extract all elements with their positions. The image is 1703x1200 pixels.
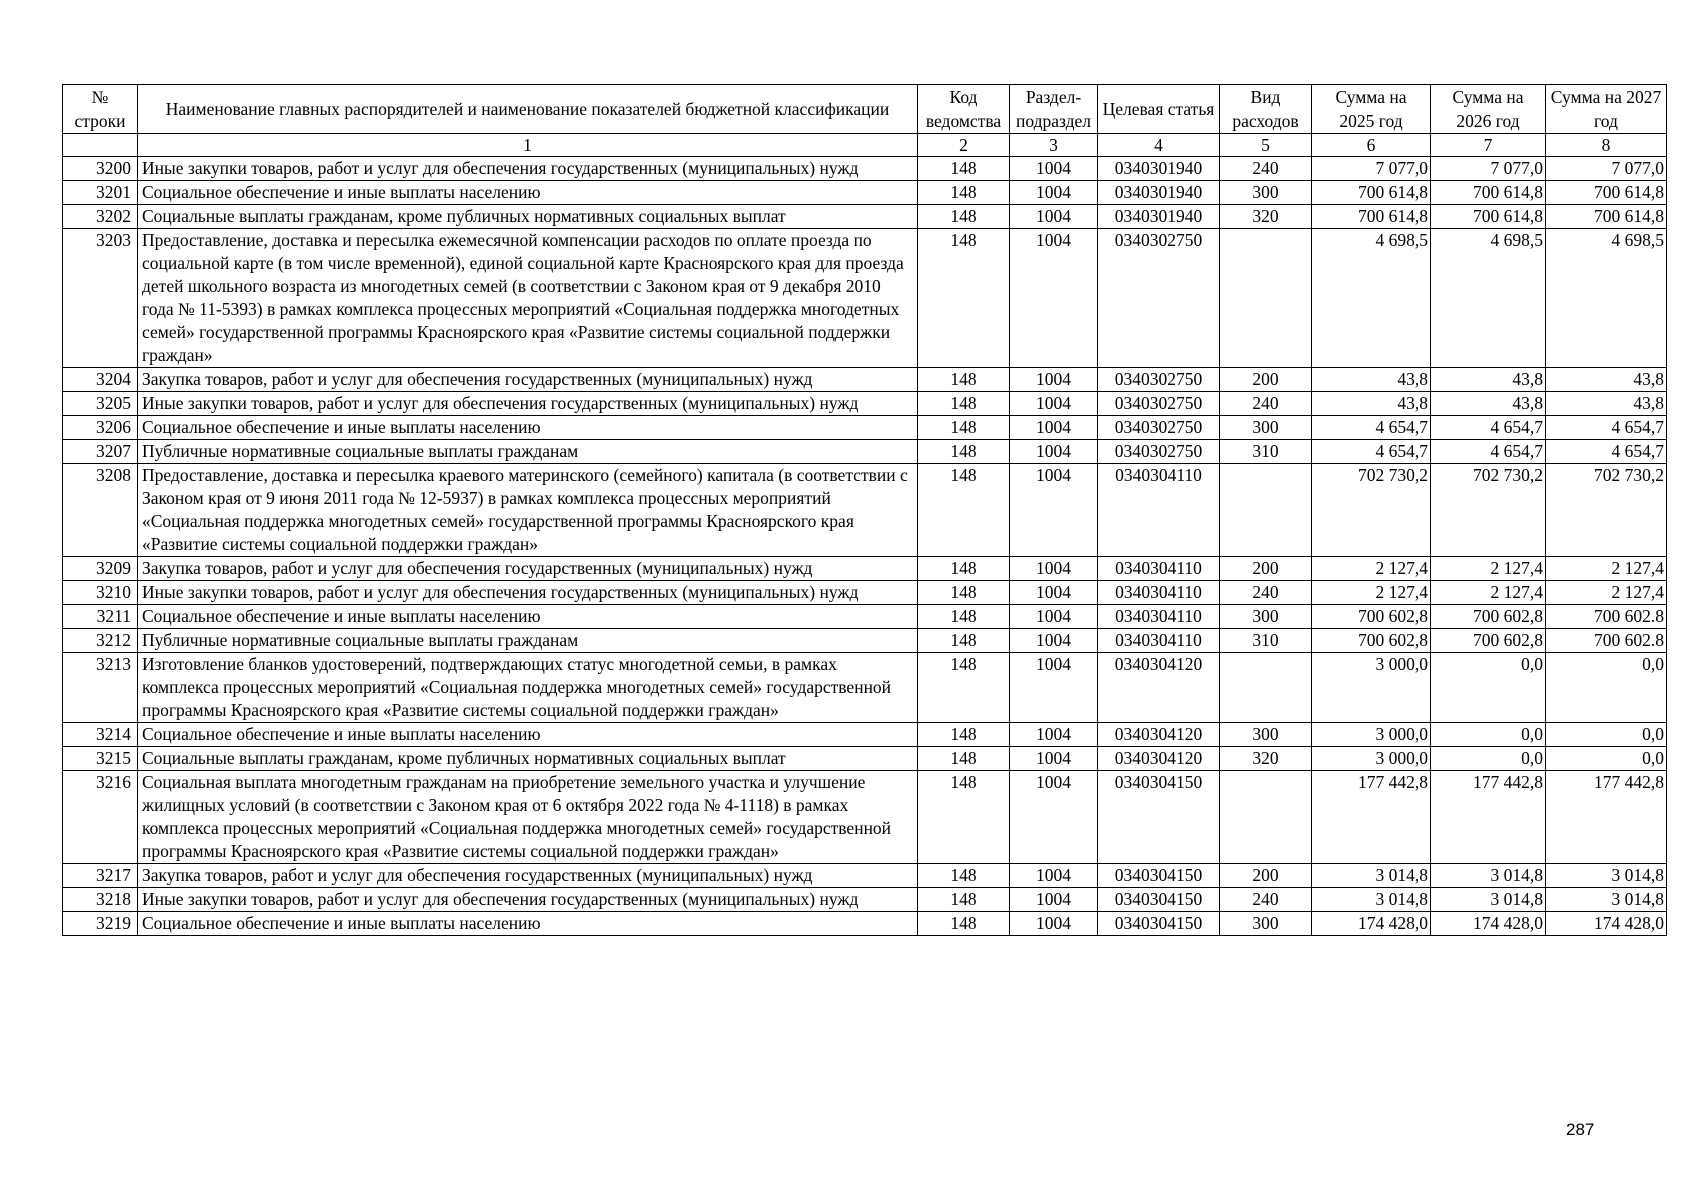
sum-2027: 0,0: [1546, 747, 1667, 771]
header-expense-type: Вид расходов: [1220, 85, 1312, 134]
sum-2025: 43,8: [1312, 392, 1431, 416]
sum-2027: 4 654,7: [1546, 416, 1667, 440]
sum-2025: 700 614,8: [1312, 181, 1431, 205]
table-row: [63, 205, 1667, 229]
target-item-code: 0340304110: [1098, 605, 1220, 629]
header-sum-2026: Сумма на 2026 год: [1431, 85, 1546, 134]
header-sum-2027: Сумма на 2027 год: [1546, 85, 1667, 134]
row-number: 3201: [63, 181, 138, 205]
sum-2025: 700 602,8: [1312, 629, 1431, 653]
target-item-code: 0340304150: [1098, 771, 1220, 864]
sum-2027: 3 014,8: [1546, 888, 1667, 912]
table-row: [63, 771, 1667, 864]
table-row: [63, 157, 1667, 181]
sum-2025: 700 614,8: [1312, 205, 1431, 229]
expense-type: 320: [1220, 205, 1312, 229]
sum-2025: 3 000,0: [1312, 723, 1431, 747]
section-code: 1004: [1010, 392, 1098, 416]
column-index: 5: [1220, 134, 1312, 157]
expense-type: 240: [1220, 888, 1312, 912]
department-code: 148: [918, 653, 1010, 723]
column-index: 7: [1431, 134, 1546, 157]
department-code: 148: [918, 157, 1010, 181]
section-code: 1004: [1010, 771, 1098, 864]
item-name: Публичные нормативные социальные выплаты гражданам: [138, 629, 918, 653]
item-name: Социальное обеспечение и иные выплаты населению: [138, 912, 918, 936]
expense-type: 300: [1220, 723, 1312, 747]
sum-2025: 4 654,7: [1312, 440, 1431, 464]
sum-2025: 177 442,8: [1312, 771, 1431, 864]
sum-2025: 700 602,8: [1312, 605, 1431, 629]
department-code: 148: [918, 440, 1010, 464]
section-code: 1004: [1010, 416, 1098, 440]
row-number: 3200: [63, 157, 138, 181]
table-body: [63, 157, 1667, 936]
item-name: Публичные нормативные социальные выплаты гражданам: [138, 440, 918, 464]
sum-2027: 702 730,2: [1546, 464, 1667, 557]
table-row: [63, 581, 1667, 605]
department-code: 148: [918, 747, 1010, 771]
row-number: 3217: [63, 864, 138, 888]
expense-type: 310: [1220, 440, 1312, 464]
department-code: 148: [918, 912, 1010, 936]
sum-2026: 700 602,8: [1431, 629, 1546, 653]
target-item-code: 0340304120: [1098, 747, 1220, 771]
department-code: 148: [918, 723, 1010, 747]
sum-2027: 43,8: [1546, 392, 1667, 416]
section-code: 1004: [1010, 605, 1098, 629]
target-item-code: 0340302750: [1098, 440, 1220, 464]
row-number: 3214: [63, 723, 138, 747]
target-item-code: 0340302750: [1098, 416, 1220, 440]
target-item-code: 0340304150: [1098, 888, 1220, 912]
item-name: Предоставление, доставка и пересылка краевого материнского (семейного) капитала (в соответствии с Законом края от 9 июня 2011 года № 12-5937) в рамках комплекса процессных мероприятий «Социальная поддержка многодетных семей» государственной программы Красноярского края «Развитие системы социальной поддержки граждан»: [138, 464, 918, 557]
section-code: 1004: [1010, 440, 1098, 464]
table-row: [63, 368, 1667, 392]
sum-2026: 174 428,0: [1431, 912, 1546, 936]
sum-2027: 700 614,8: [1546, 181, 1667, 205]
table-row: [63, 605, 1667, 629]
sum-2026: 2 127,4: [1431, 581, 1546, 605]
row-number: 3215: [63, 747, 138, 771]
row-number: 3207: [63, 440, 138, 464]
sum-2026: 4 654,7: [1431, 416, 1546, 440]
item-name: Социальное обеспечение и иные выплаты населению: [138, 723, 918, 747]
section-code: 1004: [1010, 205, 1098, 229]
item-name: Иные закупки товаров, работ и услуг для обеспечения государственных (муниципальных) нужд: [138, 392, 918, 416]
row-number: 3218: [63, 888, 138, 912]
column-index: 8: [1546, 134, 1667, 157]
budget-sheet: [62, 84, 1666, 936]
expense-type: 320: [1220, 747, 1312, 771]
table-row: [63, 229, 1667, 368]
item-name: Социальные выплаты гражданам, кроме публичных нормативных социальных выплат: [138, 205, 918, 229]
table-row: [63, 181, 1667, 205]
item-name: Закупка товаров, работ и услуг для обеспечения государственных (муниципальных) нужд: [138, 557, 918, 581]
sum-2027: 3 014,8: [1546, 864, 1667, 888]
row-number: 3212: [63, 629, 138, 653]
table-row: [63, 557, 1667, 581]
sum-2026: 0,0: [1431, 723, 1546, 747]
table-row: [63, 629, 1667, 653]
sum-2027: 700 614,8: [1546, 205, 1667, 229]
item-name: Закупка товаров, работ и услуг для обеспечения государственных (муниципальных) нужд: [138, 368, 918, 392]
section-code: 1004: [1010, 912, 1098, 936]
sum-2026: 0,0: [1431, 653, 1546, 723]
sum-2027: 2 127,4: [1546, 557, 1667, 581]
sum-2026: 43,8: [1431, 392, 1546, 416]
sum-2026: 700 614,8: [1431, 205, 1546, 229]
row-number: 3208: [63, 464, 138, 557]
row-number: 3211: [63, 605, 138, 629]
expense-type: [1220, 229, 1312, 368]
item-name: Социальное обеспечение и иные выплаты населению: [138, 181, 918, 205]
sum-2027: 7 077,0: [1546, 157, 1667, 181]
sum-2027: 2 127,4: [1546, 581, 1667, 605]
row-number: 3209: [63, 557, 138, 581]
section-code: 1004: [1010, 723, 1098, 747]
department-code: 148: [918, 888, 1010, 912]
target-item-code: 0340304120: [1098, 653, 1220, 723]
sum-2027: 0,0: [1546, 723, 1667, 747]
section-code: 1004: [1010, 229, 1098, 368]
expense-type: 310: [1220, 629, 1312, 653]
row-number: 3210: [63, 581, 138, 605]
column-index: 1: [138, 134, 918, 157]
header-name: Наименование главных распорядителей и наименование показателей бюджетной классификации: [138, 85, 918, 134]
sum-2025: 2 127,4: [1312, 581, 1431, 605]
department-code: 148: [918, 557, 1010, 581]
target-item-code: 0340301940: [1098, 205, 1220, 229]
expense-type: 200: [1220, 368, 1312, 392]
section-code: 1004: [1010, 181, 1098, 205]
expense-type: 300: [1220, 181, 1312, 205]
sum-2025: 702 730,2: [1312, 464, 1431, 557]
expense-type: [1220, 653, 1312, 723]
expense-type: 240: [1220, 157, 1312, 181]
sum-2025: 3 014,8: [1312, 864, 1431, 888]
item-name: Иные закупки товаров, работ и услуг для обеспечения государственных (муниципальных) нужд: [138, 581, 918, 605]
sum-2025: 4 698,5: [1312, 229, 1431, 368]
sum-2027: 4 654,7: [1546, 440, 1667, 464]
target-item-code: 0340302750: [1098, 229, 1220, 368]
row-number: 3204: [63, 368, 138, 392]
expense-type: 240: [1220, 392, 1312, 416]
department-code: 148: [918, 368, 1010, 392]
row-number: 3206: [63, 416, 138, 440]
table-row: [63, 912, 1667, 936]
section-code: 1004: [1010, 629, 1098, 653]
row-number: 3203: [63, 229, 138, 368]
section-code: 1004: [1010, 157, 1098, 181]
target-item-code: 0340304150: [1098, 912, 1220, 936]
expense-type: [1220, 464, 1312, 557]
department-code: 148: [918, 605, 1010, 629]
sum-2026: 43,8: [1431, 368, 1546, 392]
sum-2026: 3 014,8: [1431, 864, 1546, 888]
target-item-code: 0340302750: [1098, 392, 1220, 416]
expense-type: 240: [1220, 581, 1312, 605]
expense-type: [1220, 771, 1312, 864]
sum-2027: 43,8: [1546, 368, 1667, 392]
sum-2027: 0,0: [1546, 653, 1667, 723]
header-row-number: № строки: [63, 85, 138, 134]
table-row: [63, 464, 1667, 557]
item-name: Закупка товаров, работ и услуг для обеспечения государственных (муниципальных) нужд: [138, 864, 918, 888]
sum-2026: 3 014,8: [1431, 888, 1546, 912]
column-index: 3: [1010, 134, 1098, 157]
table-row: [63, 747, 1667, 771]
expense-type: 200: [1220, 864, 1312, 888]
row-number: 3213: [63, 653, 138, 723]
department-code: 148: [918, 181, 1010, 205]
target-item-code: 0340302750: [1098, 368, 1220, 392]
item-name: Иные закупки товаров, работ и услуг для обеспечения государственных (муниципальных) нужд: [138, 888, 918, 912]
row-number: 3219: [63, 912, 138, 936]
row-number: 3205: [63, 392, 138, 416]
item-name: Социальное обеспечение и иные выплаты населению: [138, 605, 918, 629]
sum-2025: 7 077,0: [1312, 157, 1431, 181]
department-code: 148: [918, 205, 1010, 229]
sum-2025: 2 127,4: [1312, 557, 1431, 581]
page-number: 287: [1566, 1120, 1595, 1139]
section-code: 1004: [1010, 557, 1098, 581]
sum-2027: 174 428,0: [1546, 912, 1667, 936]
table-row: [63, 392, 1667, 416]
expense-type: 300: [1220, 416, 1312, 440]
sum-2027: 700 602.8: [1546, 605, 1667, 629]
budget-table: [62, 84, 1667, 936]
sum-2025: 3 000,0: [1312, 747, 1431, 771]
target-item-code: 0340301940: [1098, 157, 1220, 181]
expense-type: 300: [1220, 912, 1312, 936]
sum-2026: 177 442,8: [1431, 771, 1546, 864]
item-name: Социальные выплаты гражданам, кроме публичных нормативных социальных выплат: [138, 747, 918, 771]
target-item-code: 0340304150: [1098, 864, 1220, 888]
column-index: 6: [1312, 134, 1431, 157]
sum-2025: 43,8: [1312, 368, 1431, 392]
target-item-code: 0340304120: [1098, 723, 1220, 747]
expense-type: 300: [1220, 605, 1312, 629]
item-name: Иные закупки товаров, работ и услуг для обеспечения государственных (муниципальных) нужд: [138, 157, 918, 181]
column-index: 2: [918, 134, 1010, 157]
header-department-code: Код ведомства: [918, 85, 1010, 134]
column-index: 4: [1098, 134, 1220, 157]
table-row: [63, 440, 1667, 464]
target-item-code: 0340304110: [1098, 464, 1220, 557]
department-code: 148: [918, 416, 1010, 440]
table-header-row: [63, 85, 1667, 134]
sum-2025: 3 014,8: [1312, 888, 1431, 912]
sum-2026: 700 602,8: [1431, 605, 1546, 629]
department-code: 148: [918, 864, 1010, 888]
section-code: 1004: [1010, 653, 1098, 723]
table-row: [63, 416, 1667, 440]
sum-2026: 4 654,7: [1431, 440, 1546, 464]
sum-2026: 0,0: [1431, 747, 1546, 771]
department-code: 148: [918, 629, 1010, 653]
table-row: [63, 723, 1667, 747]
section-code: 1004: [1010, 864, 1098, 888]
section-code: 1004: [1010, 368, 1098, 392]
section-code: 1004: [1010, 464, 1098, 557]
sum-2027: 4 698,5: [1546, 229, 1667, 368]
section-code: 1004: [1010, 747, 1098, 771]
header-target-item: Целевая статья: [1098, 85, 1220, 134]
column-index-row: [63, 134, 1667, 157]
department-code: 148: [918, 464, 1010, 557]
item-name: Предоставление, доставка и пересылка ежемесячной компенсации расходов по оплате проезда по социальной карте (в том числе временной), единой социальной карте Красноярского края для проезда детей школьного возраста из многодетных семей (в соответствии с Законом края от 9 декабря 2010 года № 11-5393) в рамках комплекса процессных мероприятий «Социальная поддержка многодетных семей» государственной программы Красноярского края «Развитие системы социальной поддержки граждан»: [138, 229, 918, 368]
row-number: 3216: [63, 771, 138, 864]
department-code: 148: [918, 392, 1010, 416]
table-row: [63, 653, 1667, 723]
table-row: [63, 864, 1667, 888]
sum-2026: 700 614,8: [1431, 181, 1546, 205]
target-item-code: 0340304110: [1098, 629, 1220, 653]
header-sum-2025: Сумма на 2025 год: [1312, 85, 1431, 134]
sum-2025: 3 000,0: [1312, 653, 1431, 723]
sum-2025: 174 428,0: [1312, 912, 1431, 936]
row-number: 3202: [63, 205, 138, 229]
sum-2026: 7 077,0: [1431, 157, 1546, 181]
column-index-blank: [63, 134, 138, 157]
sum-2027: 700 602.8: [1546, 629, 1667, 653]
section-code: 1004: [1010, 581, 1098, 605]
department-code: 148: [918, 229, 1010, 368]
department-code: 148: [918, 581, 1010, 605]
target-item-code: 0340301940: [1098, 181, 1220, 205]
item-name: Изготовление бланков удостоверений, подтверждающих статус многодетной семьи, в рамках комплекса процессных мероприятий «Социальная поддержка многодетных семей» государственной программы Красноярского края «Развитие системы социальной поддержки граждан»: [138, 653, 918, 723]
target-item-code: 0340304110: [1098, 581, 1220, 605]
sum-2026: 4 698,5: [1431, 229, 1546, 368]
department-code: 148: [918, 771, 1010, 864]
sum-2025: 4 654,7: [1312, 416, 1431, 440]
target-item-code: 0340304110: [1098, 557, 1220, 581]
expense-type: 200: [1220, 557, 1312, 581]
sum-2027: 177 442,8: [1546, 771, 1667, 864]
header-section: Раздел- подраздел: [1010, 85, 1098, 134]
sum-2026: 702 730,2: [1431, 464, 1546, 557]
sum-2026: 2 127,4: [1431, 557, 1546, 581]
item-name: Социальное обеспечение и иные выплаты населению: [138, 416, 918, 440]
section-code: 1004: [1010, 888, 1098, 912]
table-row: [63, 888, 1667, 912]
item-name: Социальная выплата многодетным гражданам на приобретение земельного участка и улучшение жилищных условий (в соответствии с Законом края от 6 октября 2022 года № 4-1118) в рамках комплекса процессных мероприятий «Социальная поддержка многодетных семей» государственной программы Красноярского края «Развитие системы социальной поддержки граждан»: [138, 771, 918, 864]
